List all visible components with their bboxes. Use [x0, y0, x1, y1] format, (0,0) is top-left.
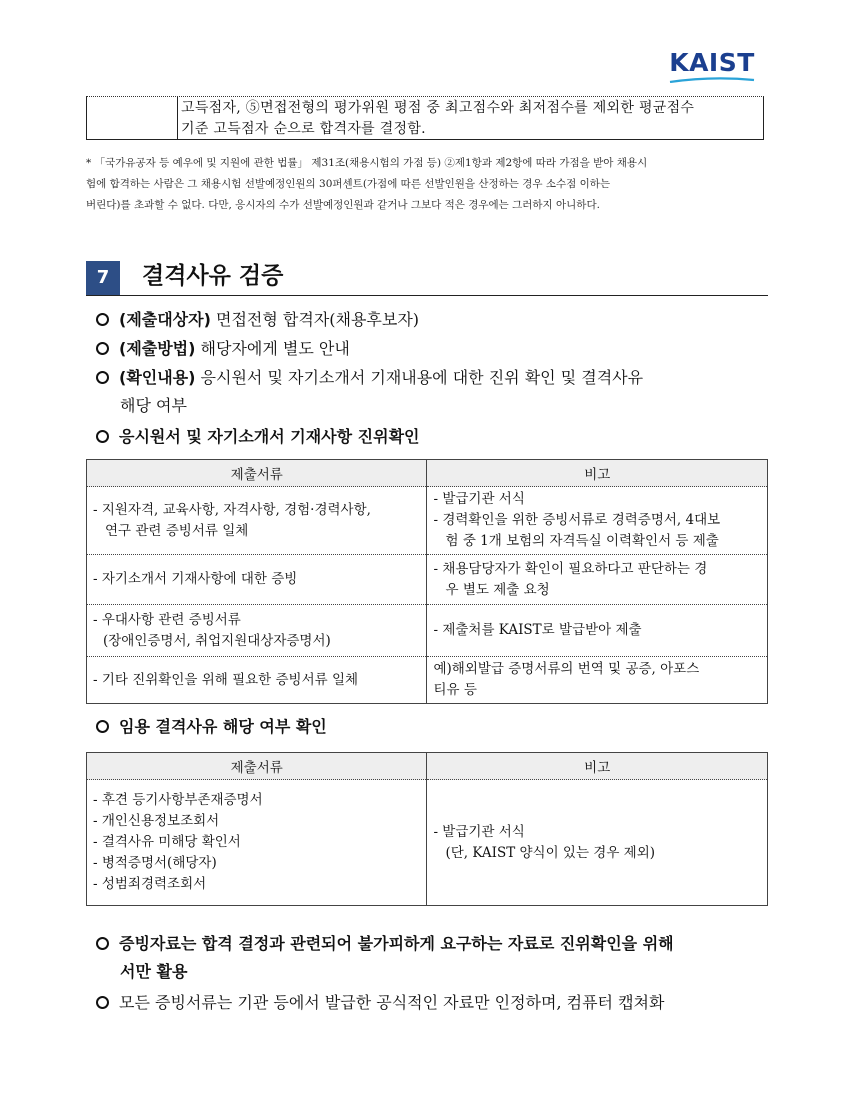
bullet-text: 증빙자료는 합격 결정과 관련되어 불가피하게 요구하는 자료로 진위확인을 위해	[119, 934, 674, 953]
remarks-cell	[427, 605, 768, 657]
verification-table	[86, 459, 768, 704]
cell-line: - 병적증명서(해당자)	[93, 855, 217, 871]
continuation-line-1: 고득점자, ⑤면접전형의 평가위원 평점 중 최고점수와 최저점수를 제외한 평균점수	[181, 100, 695, 116]
cell-line: - 지원자격, 교육사항, 자격사항, 경험·경력사항,	[93, 501, 371, 518]
cell-line: 험 중 1개 보험의 자격득실 이력확인서 등 제출	[445, 533, 719, 549]
kaist-logo	[664, 50, 760, 86]
footnote	[86, 153, 766, 216]
documents-cell	[87, 780, 427, 906]
bullet-label: (제출대상자)	[119, 310, 211, 329]
cell-line: - 경력확인을 위한 증빙서류로 경력증명서, 4대보	[433, 512, 721, 528]
header-remarks: 비고	[427, 753, 768, 780]
cell-line: 연구 관련 증빙서류 일체	[105, 522, 249, 539]
footnote-line-2: 험에 합격하는 사람은 그 채용시험 선발예정인원의 30퍼센트(가점에 따른 선발인원을 산정하는 경우 소수점 이하는	[86, 178, 611, 190]
continuation-cell	[181, 98, 761, 140]
cell-line: 우 별도 제출 요청	[445, 581, 550, 598]
cell-line: (장애인증명서, 취업지원대상자증명서)	[103, 632, 331, 649]
documents-cell	[87, 657, 427, 704]
cell-line: (단, KAIST 양식이 있는 경우 제외)	[445, 844, 656, 861]
circle-bullet-icon	[96, 313, 109, 326]
bullet-official-documents	[96, 989, 776, 1017]
header-documents: 제출서류	[87, 753, 427, 780]
subheading-text: 임용 결격사유 해당 여부 확인	[119, 717, 327, 736]
cell-line: 티유 등	[433, 682, 477, 698]
table-row	[87, 487, 768, 555]
section-title: 결격사유 검증	[142, 263, 284, 289]
circle-bullet-icon	[96, 720, 109, 733]
bullet-text: 응시원서 및 자기소개서 기재내용에 대한 진위 확인 및 결격사유	[195, 368, 644, 387]
bullet-text: 면접전형 합격자(채용후보자)	[210, 310, 420, 329]
documents-cell	[87, 487, 427, 555]
circle-bullet-icon	[96, 371, 109, 384]
disqualification-table	[86, 752, 768, 906]
table-header-row	[87, 460, 768, 487]
footnote-line-3: 버린다)를 초과할 수 없다. 다만, 응시자의 수가 선발예정인원과 같거나 그보다 적은 경우에는 그러하지 아니하다.	[86, 199, 600, 211]
continuation-table	[86, 96, 764, 140]
bullet-continuation: 해당 여부	[120, 396, 187, 415]
bullet-label: (제출방법)	[119, 339, 196, 358]
documents-cell	[87, 605, 427, 657]
subheading-text: 응시원서 및 자기소개서 기재사항 진위확인	[119, 427, 420, 446]
circle-bullet-icon	[96, 430, 109, 443]
bullet-continuation: 서만 활용	[120, 962, 188, 981]
cell-line: - 개인신용정보조회서	[93, 813, 220, 829]
bullet-text: 해당자에게 별도 안내	[195, 339, 350, 358]
remarks-cell	[427, 487, 768, 555]
cell-line: - 결격사유 미해당 확인서	[93, 834, 241, 850]
table-row	[87, 555, 768, 605]
table-header-row	[87, 753, 768, 780]
remarks-cell	[427, 780, 768, 906]
bullet-submit-target	[96, 306, 776, 334]
continuation-line-2: 기준 고득점자 순으로 합격자를 결정함.	[181, 121, 426, 137]
cell-line: - 발급기관 서식	[433, 823, 525, 840]
circle-bullet-icon	[96, 996, 109, 1009]
cell-line: 예)해외발급 증명서류의 번역 및 공증, 아포스	[433, 661, 700, 677]
bullet-submit-method	[96, 335, 776, 363]
section-rule	[86, 295, 768, 296]
remarks-cell	[427, 555, 768, 605]
cell-line: - 채용담당자가 확인이 필요하다고 판단하는 경	[433, 560, 708, 577]
subheading-disqualification	[96, 713, 776, 741]
cell-line: - 기타 진위확인을 위해 필요한 증빙서류 일체	[93, 671, 359, 688]
remarks-cell	[427, 657, 768, 704]
header-remarks: 비고	[427, 460, 768, 487]
cell-line: - 우대사항 관련 증빙서류	[93, 611, 241, 628]
bullet-label: (확인내용)	[119, 368, 196, 387]
header-documents: 제출서류	[87, 460, 427, 487]
bullet-text: 모든 증빙서류는 기관 등에서 발급한 공식적인 자료만 인정하며, 컴퓨터 캡쳐화	[119, 993, 665, 1012]
logo-swoosh-icon	[668, 77, 756, 83]
bullet-evidence-usage	[96, 930, 776, 986]
logo-text: KAIST	[669, 48, 755, 77]
footnote-line-1: * 「국가유공자 등 예우에 및 지원에 관한 법률」 제31조(채용시험의 가점 등) ②제1항과 제2항에 따라 가점을 받아 채용시	[86, 157, 648, 169]
table-row	[87, 657, 768, 704]
continuation-empty-cell	[87, 97, 178, 139]
section-number: 7	[86, 261, 120, 295]
cell-line: - 성범죄경력조회서	[93, 876, 207, 892]
documents-cell	[87, 555, 427, 605]
table-row	[87, 780, 768, 906]
table-row	[87, 605, 768, 657]
circle-bullet-icon	[96, 937, 109, 950]
bullet-check-content	[96, 364, 776, 420]
cell-line: - 자기소개서 기재사항에 대한 증빙	[93, 571, 298, 587]
subheading-verification	[96, 423, 776, 451]
cell-line: - 후견 등기사항부존재증명서	[93, 792, 263, 808]
cell-line: - 제출처를 KAIST로 발급받아 제출	[433, 622, 642, 638]
cell-line: - 발급기관 서식	[433, 491, 525, 507]
circle-bullet-icon	[96, 342, 109, 355]
